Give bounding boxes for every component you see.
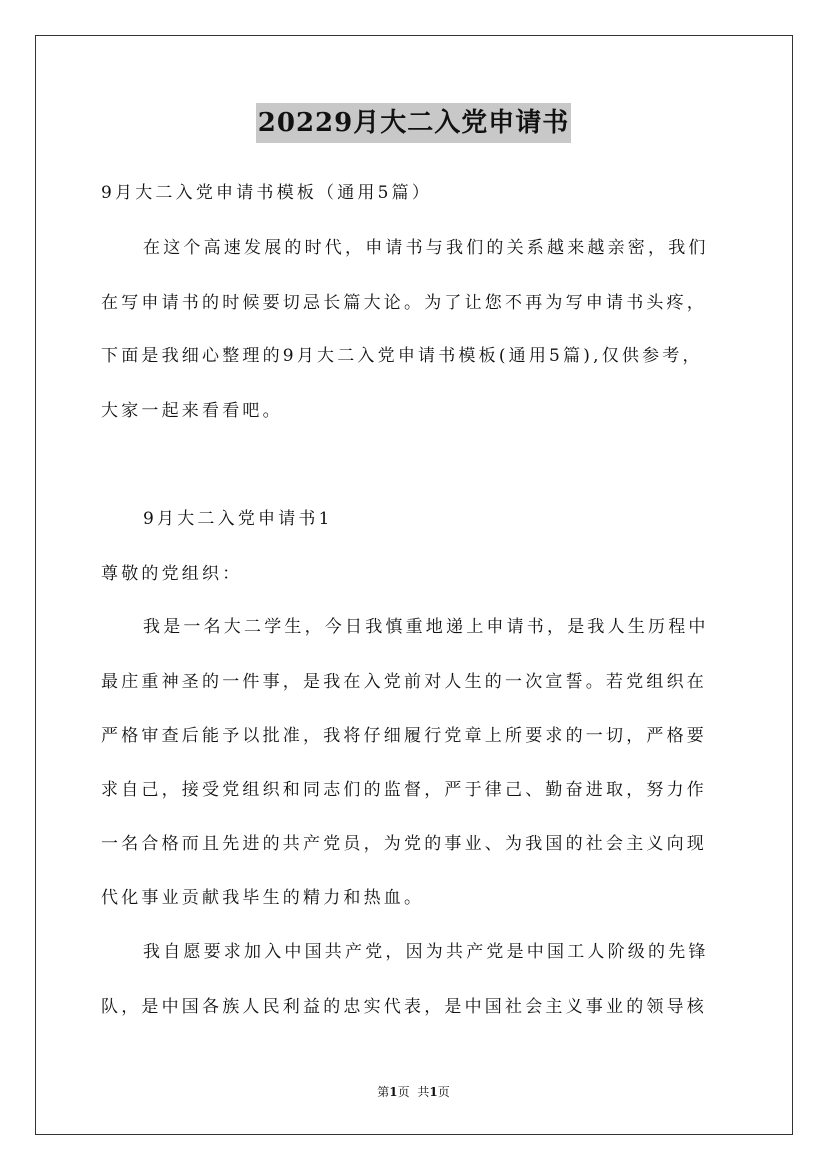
footer-page-number: 1 bbox=[389, 1085, 398, 1099]
document-title: 20229月大二入党申请书 bbox=[256, 103, 571, 143]
section-heading: 9月大二入党申请书1 bbox=[143, 509, 333, 529]
footer-total-number: 1 bbox=[429, 1085, 438, 1099]
paragraph-line: 队，是中国各族人民利益的忠实代表，是中国社会主义事业的领导核 bbox=[101, 997, 707, 1017]
paragraph-line: 代化事业贡献我毕生的精力和热血。 bbox=[101, 888, 425, 908]
paragraph-line: 我是一名大二学生，今日我慎重地递上申请书，是我人生历程中 bbox=[143, 617, 709, 637]
paragraph-line: 最庄重神圣的一件事，是我在入党前对人生的一次宣誓。若党组织在 bbox=[101, 672, 707, 692]
intro-line: 大家一起来看看吧。 bbox=[101, 401, 283, 421]
paragraph-line: 一名合格而且先进的共产党员，为党的事业、为我国的社会主义向现 bbox=[101, 834, 707, 854]
footer-page-prefix: 第 bbox=[377, 1085, 390, 1099]
intro-line: 在写申请书的时候要切忌长篇大论。为了让您不再为写申请书头疼， bbox=[101, 293, 707, 313]
footer-page-suffix: 页 bbox=[397, 1085, 410, 1099]
intro-line: 在这个高速发展的时代，申请书与我们的关系越来越亲密，我们 bbox=[143, 238, 709, 258]
title-container bbox=[0, 103, 827, 143]
footer-total-prefix: 共 bbox=[417, 1085, 430, 1099]
salutation: 尊敬的党组织： bbox=[101, 564, 243, 584]
intro-line: 下面是我细心整理的9月大二入党申请书模板(通用5篇),仅供参考， bbox=[101, 346, 703, 366]
paragraph-line: 求自己，接受党组织和同志们的监督，严于律己、勤奋进取，努力作 bbox=[101, 780, 707, 800]
footer-total-suffix: 页 bbox=[437, 1085, 450, 1099]
paragraph-line: 严格审查后能予以批准，我将仔细履行党章上所要求的一切，严格要 bbox=[101, 726, 707, 746]
document-subtitle: 9月大二入党申请书模板（通用5篇） bbox=[101, 183, 433, 203]
page-footer bbox=[0, 1084, 827, 1100]
paragraph-line: 我自愿要求加入中国共产党，因为共产党是中国工人阶级的先锋 bbox=[143, 942, 709, 962]
